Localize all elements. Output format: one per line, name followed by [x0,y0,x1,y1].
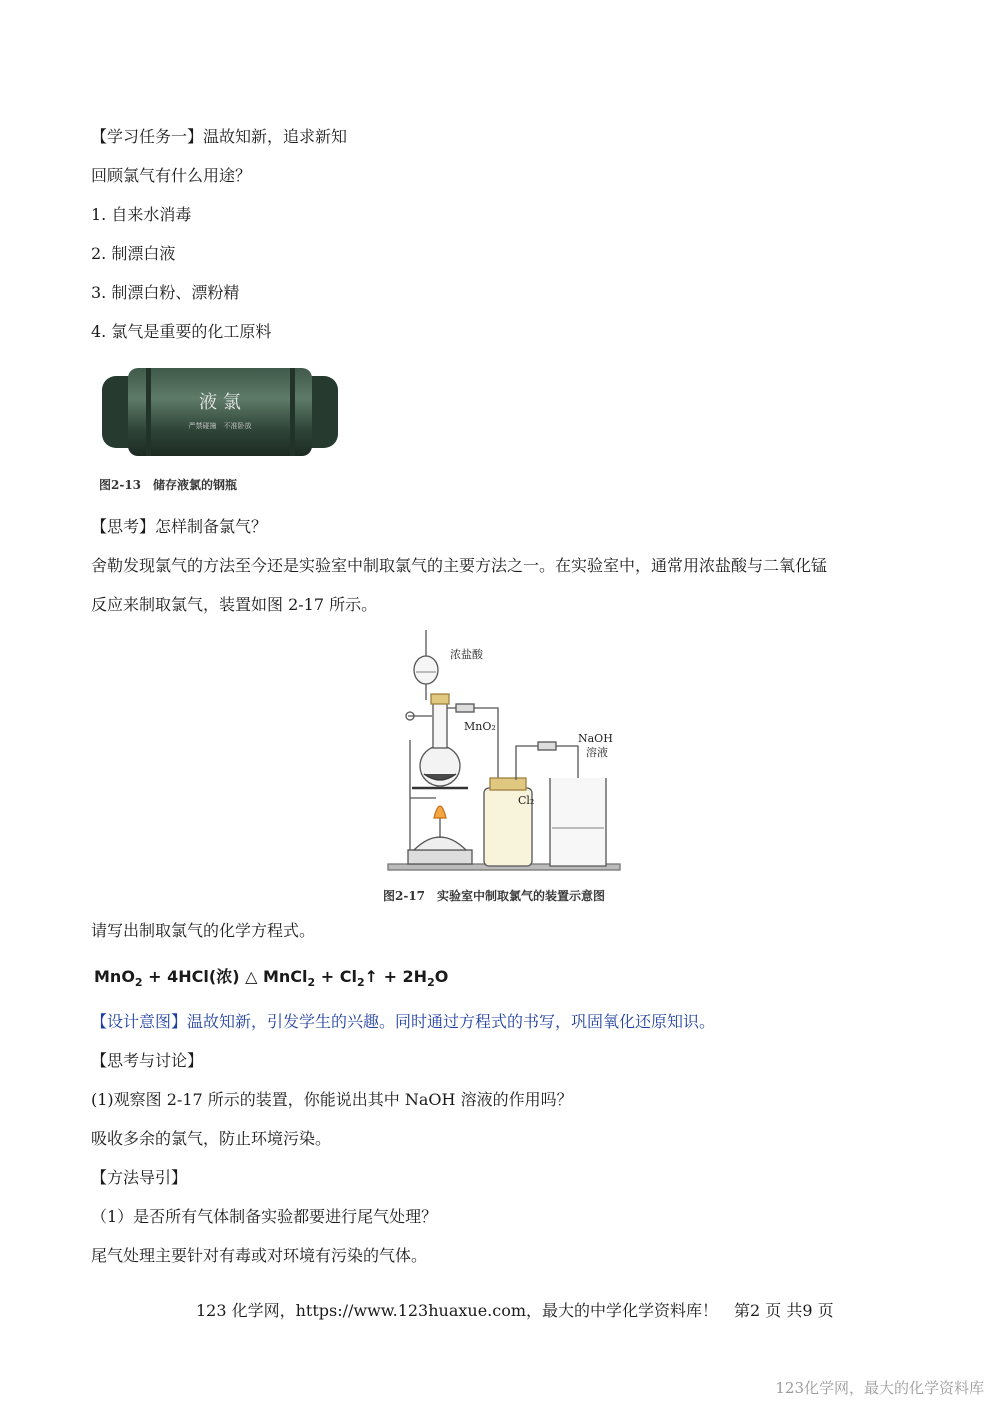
think-paragraph-line1: 舍勒发现氯气的方法至今还是实验室中制取氯气的主要方法之一。在实验室中，通常用浓盐酸与二氧化锰 [91,556,828,575]
label-naoh: NaOH [578,732,613,745]
label-conc-hcl: 浓盐酸 [450,648,483,661]
discussion-answer-1: 吸收多余的氯气，防止环境污染。 [91,1129,332,1148]
use-item-3: 3. 制漂白粉、漂粉精 [91,283,240,302]
method-heading: 【方法导引】 [91,1168,188,1187]
label-cl2: Cl₂ [518,794,535,807]
cylinder-label: 液 氯 [199,392,241,413]
task-heading: 【学习任务一】温故知新，追求新知 [91,127,348,146]
page-footer: 123 化学网，https://www.123huaxue.com，最大的中学化学资料库！ 第2 页 共9 页 [196,1301,834,1320]
label-mno2: MnO₂ [464,720,496,733]
cylinder-small-text: 严禁碰撞 不准卧放 [188,422,252,430]
chlorine-cylinder-image [100,362,340,462]
figure2-caption: 图2-17 实验室中制取氯气的装置示意图 [383,889,606,903]
discussion-heading: 【思考与讨论】 [91,1051,204,1070]
watermark: 123化学网，最大的化学资料库 [775,1379,984,1397]
method-question-1: （1）是否所有气体制备实验都要进行尾气处理？ [91,1207,438,1226]
method-answer-1: 尾气处理主要针对有毒或对环境有污染的气体。 [91,1246,428,1265]
chemical-equation: MnO$_2$ + 4HCl(浓) △ MnCl$_2$ + $Cl_2↑ + 2H_2O$ [94,967,449,990]
apparatus-diagram [380,628,630,878]
think-paragraph-line2: 反应来制取氯气，装置如图 2-17 所示。 [91,595,378,614]
uses-question: 回顾氯气有什么用途？ [91,166,252,185]
heat-condition: △ [245,967,258,986]
figure1-caption: 图2-13 储存液氯的钢瓶 [99,478,238,492]
use-item-1: 1. 自来水消毒 [91,205,192,224]
label-solution: 溶液 [586,746,608,759]
use-item-4: 4. 氯气是重要的化工原料 [91,322,272,341]
design-intent: 【设计意图】温故知新，引发学生的兴趣。同时通过方程式的书写，巩固氧化还原知识。 [91,1012,716,1031]
use-item-2: 2. 制漂白液 [91,244,176,263]
equation-prompt: 请写出制取氯气的化学方程式。 [91,921,316,940]
discussion-question-1: (1)观察图 2-17 所示的装置，你能说出其中 NaOH 溶液的作用吗？ [91,1090,573,1109]
think-heading: 【思考】怎样制备氯气？ [91,517,268,536]
